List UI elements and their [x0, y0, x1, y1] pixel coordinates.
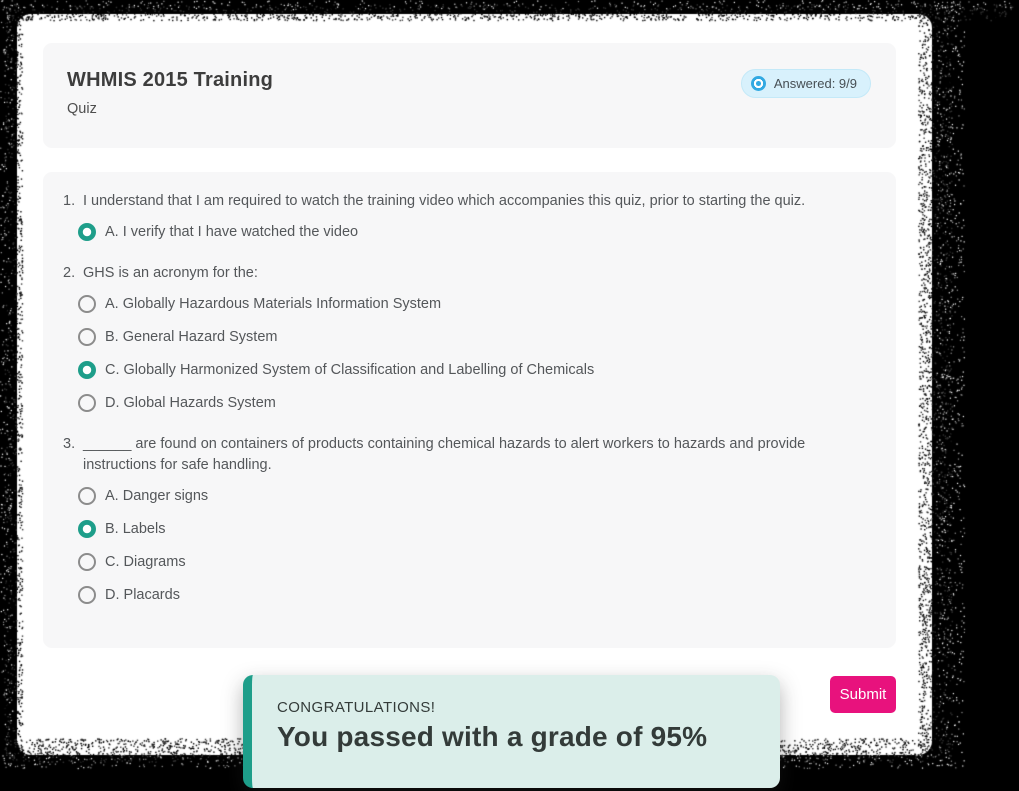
answered-badge-label: Answered: 9/9	[773, 76, 857, 91]
option-label: A. I verify that I have watched the video	[105, 224, 359, 240]
toast-message: You passed with a grade of 95%	[277, 721, 708, 752]
radio-button[interactable]	[78, 295, 96, 313]
question-row	[63, 191, 876, 212]
option-label: D. Placards	[105, 587, 180, 603]
page-title: WHMIS 2015 Training	[67, 69, 274, 91]
radio-button[interactable]	[78, 328, 96, 346]
toast-heading: CONGRATULATIONS!	[277, 699, 436, 716]
radio-button[interactable]	[78, 553, 96, 571]
option-label: A. Globally Hazardous Materials Information System	[105, 296, 442, 312]
quiz-header-card	[43, 43, 896, 148]
answered-progress-icon	[751, 76, 766, 91]
answer-option[interactable]	[78, 223, 876, 241]
option-list	[63, 223, 876, 241]
question-number: 3.	[63, 436, 76, 452]
question-row	[63, 263, 876, 284]
question-number: 1.	[63, 193, 76, 209]
answer-option[interactable]	[78, 520, 876, 538]
radio-button[interactable]	[78, 394, 96, 412]
answer-option[interactable]	[78, 553, 876, 571]
question-block	[63, 263, 876, 412]
answer-option[interactable]	[78, 586, 876, 604]
answer-option[interactable]	[78, 328, 876, 346]
question-block	[63, 191, 876, 241]
answer-option[interactable]	[78, 361, 876, 379]
quiz-card	[43, 172, 896, 648]
radio-button[interactable]	[78, 586, 96, 604]
question-text: GHS is an acronym for the:	[83, 265, 258, 281]
answered-badge	[741, 69, 871, 98]
option-label: D. Global Hazards System	[105, 395, 276, 411]
question-block	[63, 434, 876, 604]
option-list	[63, 295, 876, 412]
answer-option[interactable]	[78, 394, 876, 412]
option-label: A. Danger signs	[105, 488, 209, 504]
question-number: 2.	[63, 265, 76, 281]
page-subtitle: Quiz	[67, 101, 97, 117]
option-list	[63, 487, 876, 604]
answer-option[interactable]	[78, 487, 876, 505]
option-label: B. Labels	[105, 521, 166, 537]
radio-button[interactable]	[78, 223, 96, 241]
question-text: ______ are found on containers of products containing chemical hazards to alert workers to hazards and provide instructions for safe handling.	[83, 436, 806, 473]
question-list	[63, 191, 876, 604]
option-label: B. General Hazard System	[105, 329, 278, 345]
option-label: C. Diagrams	[105, 554, 186, 570]
radio-button[interactable]	[78, 520, 96, 538]
radio-button[interactable]	[78, 487, 96, 505]
submit-button[interactable]: Submit	[830, 676, 896, 713]
radio-button[interactable]	[78, 361, 96, 379]
result-toast	[243, 675, 780, 788]
quiz-page	[17, 14, 932, 755]
answer-option[interactable]	[78, 295, 876, 313]
question-text: I understand that I am required to watch the training video which accompanies this quiz, prior to starting the quiz.	[83, 193, 806, 209]
question-row	[63, 434, 876, 476]
option-label: C. Globally Harmonized System of Classification and Labelling of Chemicals	[105, 362, 595, 378]
